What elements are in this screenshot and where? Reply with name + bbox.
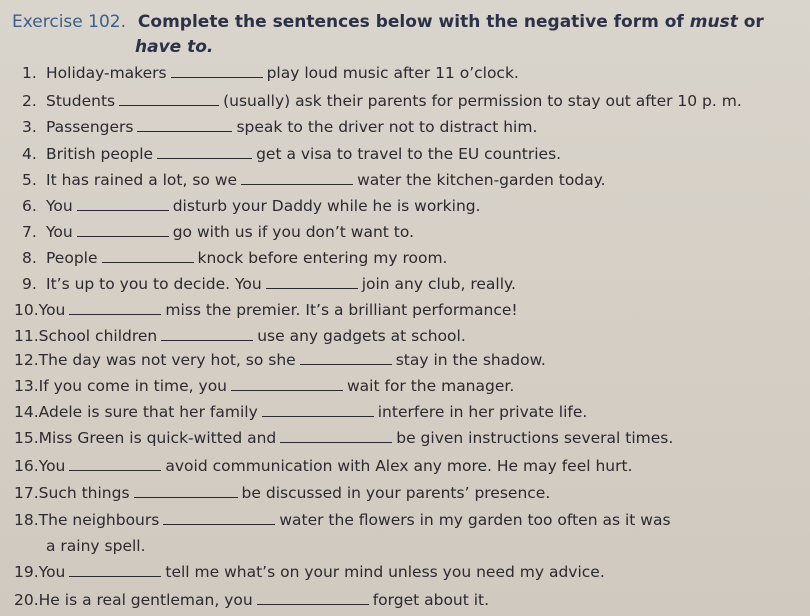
sentence-start: The day was not very hot, so she <box>38 351 296 369</box>
sentence-2 <box>22 91 742 111</box>
sentence-8 <box>22 248 447 268</box>
sentence-end: stay in the shadow. <box>395 351 546 369</box>
sentence-16 <box>14 456 633 476</box>
sentence-end: miss the premier. It’s a brilliant performance! <box>165 301 518 319</box>
answer-blank[interactable] <box>69 562 161 577</box>
sentence-number: 2. <box>22 92 37 110</box>
sentence-end: be discussed in your parents’ presence. <box>241 484 551 502</box>
sentence-end: forget about it. <box>372 591 490 609</box>
sentence-4 <box>22 144 561 164</box>
sentence-number: 16. <box>14 457 39 475</box>
sentence-7 <box>22 222 414 242</box>
sentence-number: 12. <box>14 351 39 369</box>
answer-blank[interactable] <box>257 590 369 605</box>
sentence-end: be given instructions several times. <box>396 429 674 447</box>
sentence-start: It’s up to you to decide. You <box>46 275 262 293</box>
sentence-end: speak to the driver not to distract him. <box>236 118 538 136</box>
sentence-number: 5. <box>22 171 37 189</box>
sentence-number: 3. <box>22 118 37 136</box>
sentence-5 <box>22 170 606 190</box>
sentence-20 <box>14 590 489 610</box>
sentence-number: 1. <box>22 64 37 82</box>
answer-blank[interactable] <box>102 248 194 263</box>
sentence-number: 6. <box>22 197 37 215</box>
answer-blank[interactable] <box>231 376 343 391</box>
answer-blank[interactable] <box>119 91 219 106</box>
sentence-start: If you come in time, you <box>38 377 227 395</box>
sentence-15 <box>14 428 673 448</box>
answer-blank[interactable] <box>163 510 275 525</box>
sentence-number: 9. <box>22 275 37 293</box>
sentence-end: water the kitchen-garden today. <box>357 171 606 189</box>
exercise-header <box>12 10 802 57</box>
sentence-17 <box>14 483 550 503</box>
answer-blank[interactable] <box>266 274 358 289</box>
sentence-end: disturb your Daddy while he is working. <box>172 197 481 215</box>
answer-blank[interactable] <box>134 483 238 498</box>
sentence-start: He is a real gentleman, you <box>38 591 253 609</box>
sentence-end: tell me what’s on your mind unless you need my advice. <box>165 563 605 581</box>
sentence-14 <box>14 402 587 422</box>
sentence-number: 18. <box>14 511 39 529</box>
sentence-6 <box>22 196 481 216</box>
answer-blank[interactable] <box>280 428 392 443</box>
sentence-end: play loud music after 11 o’clock. <box>266 64 519 82</box>
sentence-number: 10. <box>14 301 39 319</box>
sentence-9 <box>22 274 516 294</box>
sentence-number: 15. <box>14 429 39 447</box>
answer-blank[interactable] <box>171 63 263 78</box>
answer-blank[interactable] <box>69 456 161 471</box>
sentence-start: Passengers <box>46 118 134 136</box>
sentence-19 <box>14 562 605 582</box>
sentence-18-continuation: a rainy spell. <box>46 537 146 555</box>
sentence-start: You <box>38 301 66 319</box>
sentence-end: join any club, really. <box>361 275 516 293</box>
answer-blank[interactable] <box>300 350 392 365</box>
answer-blank[interactable] <box>262 402 374 417</box>
sentence-number: 13. <box>14 377 39 395</box>
sentence-start: You <box>38 563 66 581</box>
instruction-have-to: have to. <box>135 37 214 57</box>
sentence-end: (usually) ask their parents for permission to stay out after 10 p. m. <box>223 92 742 110</box>
sentence-end: go with us if you don’t want to. <box>172 223 414 241</box>
sentence-number: 8. <box>22 249 37 267</box>
sentence-start: You <box>46 223 73 241</box>
sentence-start: You <box>46 197 73 215</box>
sentence-3 <box>22 117 537 137</box>
answer-blank[interactable] <box>77 196 169 211</box>
sentence-number: 7. <box>22 223 37 241</box>
sentence-13 <box>14 376 514 396</box>
sentence-12 <box>14 350 546 370</box>
sentence-start: Such things <box>38 484 130 502</box>
sentence-start: Holiday-makers <box>46 64 167 82</box>
sentence-number: 4. <box>22 145 37 163</box>
sentence-end: knock before entering my room. <box>197 249 448 267</box>
sentence-start: Adele is sure that her family <box>38 403 258 421</box>
answer-blank[interactable] <box>157 144 252 159</box>
sentence-start: It has rained a lot, so we <box>46 171 238 189</box>
answer-blank[interactable] <box>137 117 232 132</box>
sentence-start: People <box>46 249 98 267</box>
sentence-start: You <box>38 457 66 475</box>
instruction-must: must <box>689 12 738 32</box>
sentence-18 <box>14 510 671 530</box>
answer-blank[interactable] <box>69 300 161 315</box>
sentence-11 <box>14 326 466 346</box>
sentence-start: Miss Green is quick-witted and <box>38 429 277 447</box>
sentence-end: wait for the manager. <box>347 377 515 395</box>
sentence-start: British people <box>46 145 154 163</box>
sentence-number: 11. <box>14 327 39 345</box>
exercise-number: Exercise 102. <box>12 12 126 32</box>
exercise-instruction: Complete the sentences below with the negative form of <box>137 12 684 32</box>
sentence-number: 20. <box>14 591 39 609</box>
sentence-start: Students <box>46 92 116 110</box>
sentence-end: avoid communication with Alex any more. He may feel hurt. <box>165 457 633 475</box>
sentence-end: interfere in her private life. <box>377 403 588 421</box>
answer-blank[interactable] <box>77 222 169 237</box>
sentence-start: School children <box>38 327 158 345</box>
sentence-end: get a visa to travel to the EU countries. <box>256 145 562 163</box>
sentence-1 <box>22 63 519 83</box>
sentence-end: use any gadgets at school. <box>257 327 466 345</box>
sentence-number: 17. <box>14 484 39 502</box>
answer-blank[interactable] <box>161 326 253 341</box>
answer-blank[interactable] <box>241 170 353 185</box>
sentence-10 <box>14 300 518 320</box>
instruction-or: or <box>743 12 764 32</box>
sentence-end: water the flowers in my garden too often as it was <box>279 511 671 529</box>
sentence-number: 19. <box>14 563 39 581</box>
sentence-start: The neighbours <box>38 511 160 529</box>
sentence-number: 14. <box>14 403 39 421</box>
